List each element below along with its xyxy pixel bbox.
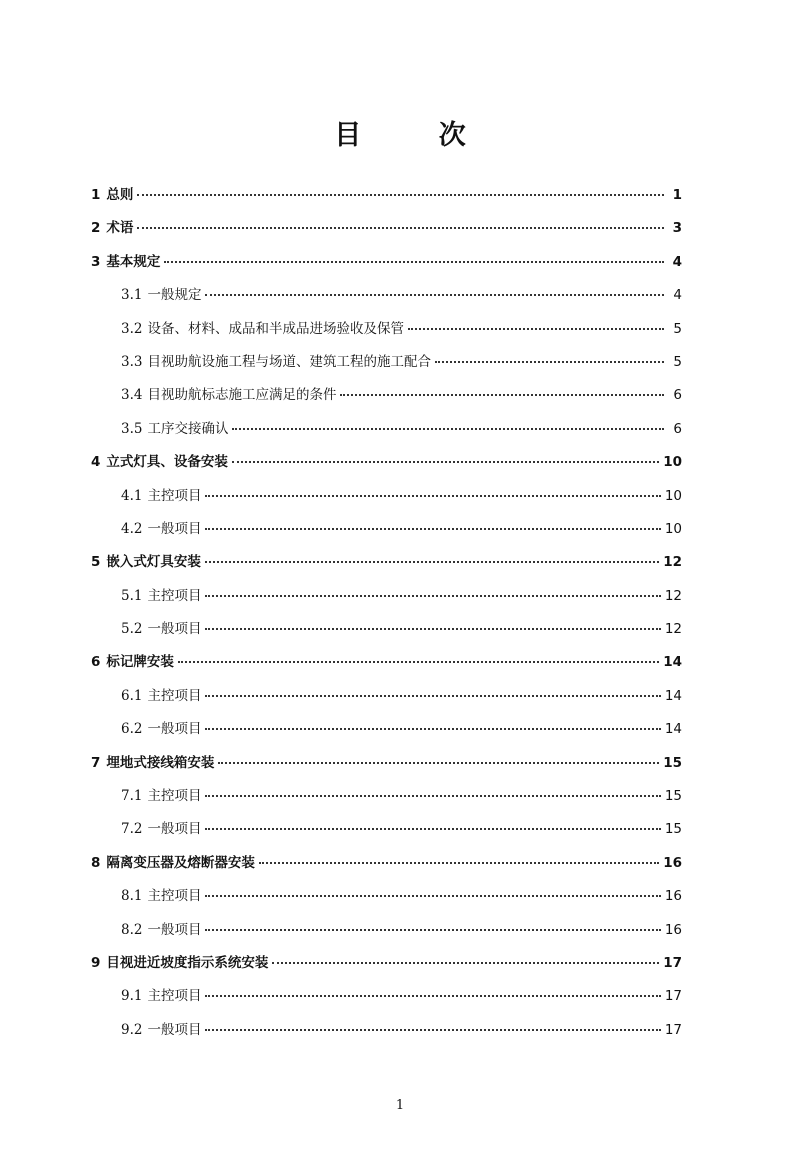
table-of-contents <box>91 184 682 1052</box>
toc-entry-number: 7 <box>91 754 101 771</box>
toc-dot-leader <box>232 460 659 463</box>
toc-entry-title: 主控项目 <box>147 587 202 604</box>
toc-chapter-entry <box>91 952 682 985</box>
toc-entry-title: 一般项目 <box>147 921 202 938</box>
toc-section-entry <box>91 818 682 851</box>
toc-dot-leader <box>137 226 664 229</box>
toc-entry-page: 12 <box>663 554 682 571</box>
toc-section-entry <box>91 618 682 651</box>
toc-entry-number: 4.2 <box>121 520 143 537</box>
toc-dot-leader <box>205 794 660 797</box>
toc-entry-title: 标记牌安装 <box>106 654 174 671</box>
toc-entry-number: 2 <box>91 220 101 237</box>
toc-entry-number: 9.1 <box>121 988 143 1005</box>
toc-entry-number: 3 <box>91 253 101 270</box>
toc-entry-number: 9 <box>91 954 101 971</box>
toc-entry-page: 10 <box>663 454 682 471</box>
toc-entry-page: 17 <box>664 988 682 1005</box>
toc-dot-leader <box>340 393 664 396</box>
toc-entry-page: 10 <box>664 520 682 537</box>
toc-dot-leader <box>408 327 664 330</box>
toc-entry-number: 8.2 <box>121 921 143 938</box>
toc-entry-page: 5 <box>673 320 682 337</box>
toc-entry-number: 8.1 <box>121 888 143 905</box>
toc-section-entry <box>91 384 682 417</box>
toc-section-entry <box>91 685 682 718</box>
toc-entry-number: 5 <box>91 554 101 571</box>
toc-entry-page: 16 <box>664 921 682 938</box>
toc-section-entry <box>91 284 682 317</box>
toc-dot-leader <box>205 1028 660 1031</box>
toc-entry-page: 12 <box>664 621 682 638</box>
toc-entry-page: 6 <box>673 420 682 437</box>
toc-entry-title: 隔离变压器及熔断器安装 <box>106 854 255 871</box>
toc-dot-leader <box>259 861 659 864</box>
toc-entry-title: 立式灯具、设备安装 <box>106 454 228 471</box>
toc-dot-leader <box>205 928 660 931</box>
toc-entry-page: 6 <box>673 387 682 404</box>
toc-dot-leader <box>205 894 660 897</box>
toc-entry-title: 目视助航设施工程与场道、建筑工程的施工配合 <box>147 353 431 370</box>
toc-entry-title: 埋地式接线箱安装 <box>106 754 215 771</box>
toc-entry-title: 主控项目 <box>147 788 202 805</box>
toc-entry-page: 17 <box>664 1021 682 1038</box>
toc-section-entry <box>91 585 682 618</box>
toc-dot-leader <box>232 427 664 430</box>
toc-chapter-entry <box>91 217 682 250</box>
toc-chapter-entry <box>91 752 682 785</box>
toc-entry-number: 4.1 <box>121 487 143 504</box>
toc-section-entry <box>91 718 682 751</box>
toc-dot-leader <box>137 193 664 196</box>
toc-dot-leader <box>205 994 660 997</box>
toc-chapter-entry <box>91 551 682 584</box>
toc-chapter-entry <box>91 451 682 484</box>
page-title: 目 次 <box>334 120 500 151</box>
toc-entry-page: 16 <box>663 854 682 871</box>
toc-entry-page: 14 <box>663 654 682 671</box>
toc-entry-number: 9.2 <box>121 1021 143 1038</box>
toc-entry-page: 5 <box>673 353 682 370</box>
toc-entry-title: 主控项目 <box>147 888 202 905</box>
toc-dot-leader <box>205 594 660 597</box>
toc-entry-title: 一般规定 <box>147 287 202 304</box>
toc-dot-leader <box>205 293 664 296</box>
toc-entry-title: 目视进近坡度指示系统安装 <box>106 954 269 971</box>
toc-entry-number: 3.1 <box>121 287 143 304</box>
toc-entry-number: 6.2 <box>121 721 143 738</box>
toc-section-entry <box>91 351 682 384</box>
toc-entry-title: 一般项目 <box>147 1021 202 1038</box>
toc-entry-number: 5.1 <box>121 587 143 604</box>
toc-entry-title: 嵌入式灯具安装 <box>106 554 201 571</box>
toc-entry-title: 主控项目 <box>147 988 202 1005</box>
toc-section-entry <box>91 485 682 518</box>
toc-chapter-entry <box>91 651 682 684</box>
toc-entry-number: 7.1 <box>121 788 143 805</box>
toc-entry-page: 3 <box>672 220 682 237</box>
toc-dot-leader <box>205 527 660 530</box>
toc-entry-page: 12 <box>664 587 682 604</box>
toc-section-entry <box>91 785 682 818</box>
toc-dot-leader <box>205 694 660 697</box>
toc-entry-number: 3.3 <box>121 353 143 370</box>
toc-entry-number: 8 <box>91 854 101 871</box>
toc-dot-leader <box>205 560 659 563</box>
toc-chapter-entry <box>91 852 682 885</box>
toc-section-entry <box>91 919 682 952</box>
toc-section-entry <box>91 518 682 551</box>
toc-section-entry <box>91 985 682 1018</box>
toc-entry-page: 1 <box>672 187 682 203</box>
toc-entry-title: 一般项目 <box>147 520 202 537</box>
toc-entry-number: 3.4 <box>121 387 143 404</box>
toc-entry-number: 3.5 <box>121 420 143 437</box>
toc-entry-title: 一般项目 <box>147 621 202 638</box>
toc-entry-number: 1 <box>91 187 101 203</box>
toc-section-entry <box>91 318 682 351</box>
toc-entry-number: 6.1 <box>121 687 143 704</box>
toc-entry-number: 6 <box>91 654 101 671</box>
toc-entry-title: 主控项目 <box>147 687 202 704</box>
toc-section-entry <box>91 418 682 451</box>
toc-section-entry <box>91 885 682 918</box>
toc-chapter-entry <box>91 184 682 217</box>
toc-entry-page: 15 <box>664 821 682 838</box>
toc-entry-page: 16 <box>664 888 682 905</box>
toc-entry-number: 4 <box>91 454 101 471</box>
toc-dot-leader <box>205 494 660 497</box>
toc-entry-title: 术语 <box>106 220 134 237</box>
toc-dot-leader <box>272 961 659 964</box>
toc-entry-page: 14 <box>664 687 682 704</box>
toc-entry-title: 工序交接确认 <box>147 420 229 437</box>
toc-entry-number: 5.2 <box>121 621 143 638</box>
toc-entry-page: 4 <box>672 253 682 270</box>
toc-dot-leader <box>205 727 660 730</box>
toc-section-entry <box>91 1019 682 1052</box>
toc-dot-leader <box>435 360 664 363</box>
toc-entry-title: 目视助航标志施工应满足的条件 <box>147 387 337 404</box>
toc-entry-number: 7.2 <box>121 821 143 838</box>
toc-dot-leader <box>205 627 660 630</box>
toc-dot-leader <box>218 761 659 764</box>
toc-dot-leader <box>164 260 664 263</box>
toc-entry-title: 基本规定 <box>106 253 161 270</box>
toc-entry-title: 设备、材料、成品和半成品进场验收及保管 <box>147 320 404 337</box>
toc-entry-title: 一般项目 <box>147 821 202 838</box>
toc-entry-page: 4 <box>673 287 682 304</box>
toc-entry-page: 10 <box>664 487 682 504</box>
toc-entry-page: 17 <box>663 954 682 971</box>
toc-chapter-entry <box>91 251 682 284</box>
toc-entry-page: 14 <box>664 721 682 738</box>
toc-entry-title: 总则 <box>106 187 134 203</box>
page-number: 1 <box>395 1098 405 1113</box>
toc-dot-leader <box>205 827 660 830</box>
toc-dot-leader <box>178 660 659 663</box>
toc-entry-page: 15 <box>663 754 682 771</box>
toc-entry-title: 一般项目 <box>147 721 202 738</box>
toc-entry-number: 3.2 <box>121 320 143 337</box>
toc-entry-title: 主控项目 <box>147 487 202 504</box>
toc-entry-page: 15 <box>664 788 682 805</box>
